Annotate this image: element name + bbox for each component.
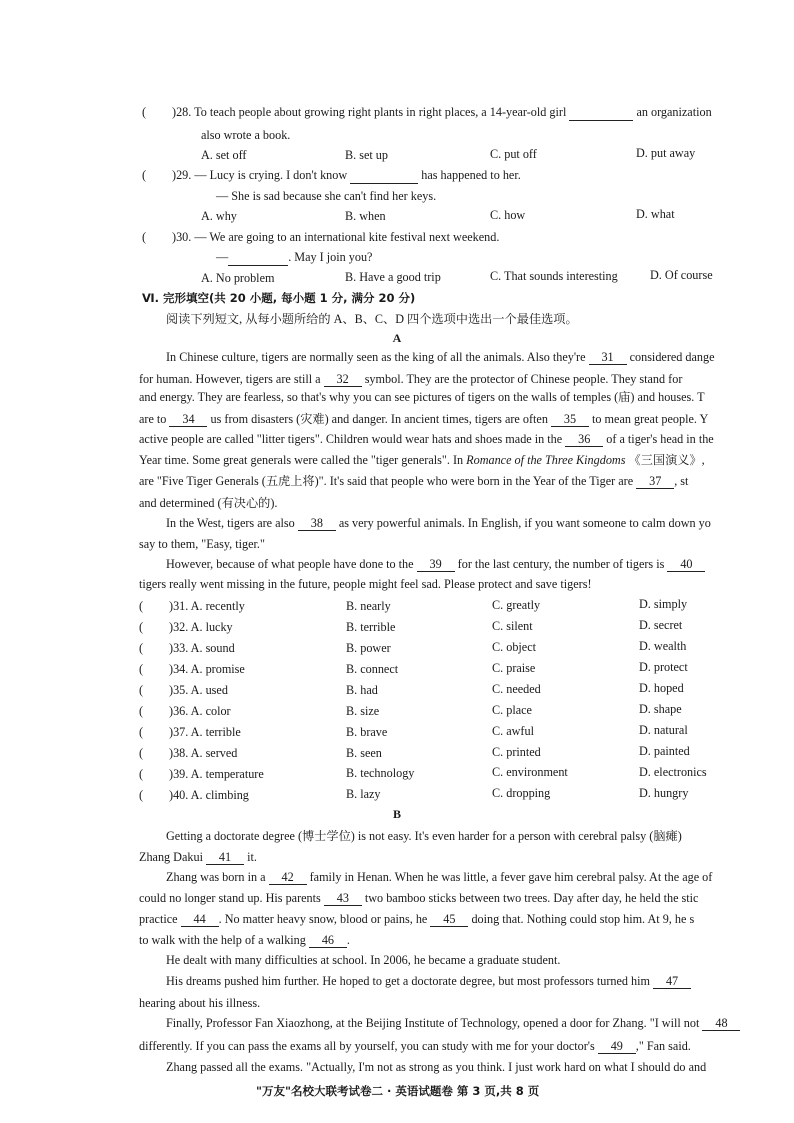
option-c[interactable]: C. awful xyxy=(492,724,534,738)
option-b[interactable]: B. brave xyxy=(346,725,388,739)
blank-49[interactable]: 49 xyxy=(598,1039,636,1054)
passage-b-line: Finally, Professor Fan Xiaozhong, at the Beijing Institute of Technology, opened a door for Zhang. "I will not 48 xyxy=(166,1015,740,1031)
passage-b-line: Zhang Dakui 41 it. xyxy=(139,850,257,864)
answer-paren[interactable]: ( xyxy=(139,683,144,697)
option-b[interactable]: B. lazy xyxy=(346,787,381,801)
passage-b-line: could no longer stand up. His parents 43 two bamboo sticks between two trees. Day after day, he held the stic xyxy=(139,891,699,905)
blank-38[interactable]: 38 xyxy=(298,516,336,531)
question-29-cont: — She is sad because she can't find her keys. xyxy=(216,189,437,203)
blank-36[interactable]: 36 xyxy=(565,432,603,447)
option-b[interactable]: B. had xyxy=(346,683,378,697)
option-d[interactable]: D. hungry xyxy=(639,786,689,800)
answer-paren[interactable]: ( xyxy=(139,704,144,718)
option-row-33: ( )33. A. sound xyxy=(139,641,235,655)
answer-paren[interactable]: ( xyxy=(139,725,144,739)
answer-paren[interactable]: ( xyxy=(142,230,147,244)
passage-a-line: tigers really went missing in the future, people might feel sad. Please protect and save tigers! xyxy=(139,577,592,591)
option-row-38: ( )38. A. served xyxy=(139,746,238,760)
answer-blank[interactable] xyxy=(569,104,633,121)
q30-opt-c[interactable]: C. That sounds interesting xyxy=(490,269,618,283)
blank-37[interactable]: 37 xyxy=(636,474,674,489)
option-c[interactable]: C. greatly xyxy=(492,598,541,612)
passage-b-label: B xyxy=(392,807,401,821)
option-c[interactable]: C. dropping xyxy=(492,786,551,800)
q29-opt-d[interactable]: D. what xyxy=(636,207,675,221)
passage-b-line: His dreams pushed him further. He hoped to get a doctorate degree, but most professors turned him 47 xyxy=(166,973,691,989)
option-b[interactable]: B. power xyxy=(346,641,391,655)
option-c[interactable]: C. praise xyxy=(492,661,536,675)
passage-b-line: to walk with the help of a walking 46 . xyxy=(139,933,350,947)
passage-a-line: Year time. Some great generals were called the "tiger generals". In Romance of the Three Kingdoms 《三国演义》, xyxy=(139,453,705,467)
blank-35[interactable]: 35 xyxy=(551,412,589,427)
option-b[interactable]: B. seen xyxy=(346,746,382,760)
option-d[interactable]: D. simply xyxy=(639,597,688,611)
option-d[interactable]: D. wealth xyxy=(639,639,687,653)
option-row-40: ( )40. A. climbing xyxy=(139,788,249,802)
option-d[interactable]: D. secret xyxy=(639,618,683,632)
blank-46[interactable]: 46 xyxy=(309,933,347,948)
option-row-37: ( )37. A. terrible xyxy=(139,725,241,739)
blank-47[interactable]: 47 xyxy=(653,974,691,989)
option-row-35: ( )35. A. used xyxy=(139,683,228,697)
option-row-34: ( )34. A. promise xyxy=(139,662,245,676)
answer-paren[interactable]: ( xyxy=(139,599,144,613)
option-row-31: ( )31. A. recently xyxy=(139,599,245,613)
answer-paren[interactable]: ( xyxy=(142,105,147,119)
option-c[interactable]: C. printed xyxy=(492,745,541,759)
blank-48[interactable]: 48 xyxy=(702,1016,740,1031)
option-c[interactable]: C. needed xyxy=(492,682,541,696)
answer-blank[interactable] xyxy=(228,249,288,266)
book-title: Romance of the Three Kingdoms xyxy=(466,453,626,467)
passage-a-line: are "Five Tiger Generals (五虎上将)". It's said that people who were born in the Year of the Tiger are 37 , st xyxy=(139,474,689,488)
option-c[interactable]: C. environment xyxy=(492,765,568,779)
section-title: Ⅵ. 完形填空(共 20 小题, 每小题 1 分, 满分 20 分) xyxy=(142,291,416,305)
passage-a-line: are to 34 us from disasters (灾难) and danger. In ancient times, tigers are often 35 to mean great people. Y xyxy=(139,412,709,426)
q28-opt-a[interactable]: A. set off xyxy=(201,148,247,162)
option-b[interactable]: B. nearly xyxy=(346,599,391,613)
option-c[interactable]: C. place xyxy=(492,703,532,717)
passage-a-line: In Chinese culture, tigers are normally seen as the king of all the animals. Also they're 31 considered dange xyxy=(166,350,715,364)
option-d[interactable]: D. electronics xyxy=(639,765,707,779)
q29-opt-a[interactable]: A. why xyxy=(201,209,237,223)
option-row-36: ( )36. A. color xyxy=(139,704,231,718)
section-instruction: 阅读下列短文, 从每小题所给的 A、B、C、D 四个选项中选出一个最佳选项。 xyxy=(166,312,578,326)
passage-a-line: However, because of what people have done to the 39 for the last century, the number of tigers is 40 xyxy=(166,556,705,572)
passage-a-line: active people are called "litter tigers". Children would wear hats and shoes made in the 36 of a tiger's head in the xyxy=(139,432,714,446)
q28-opt-b[interactable]: B. set up xyxy=(345,148,388,162)
passage-b-line: differently. If you can pass the exams all by yourself, you can study with me for your doctor's 49 ," Fan said. xyxy=(139,1039,691,1053)
q29-opt-b[interactable]: B. when xyxy=(345,209,386,223)
passage-b-line: practice 44 . No matter heavy snow, blood or pains, he 45 doing that. Nothing could stop him. At 9, he s xyxy=(139,912,695,926)
option-d[interactable]: D. shape xyxy=(639,702,682,716)
page-footer: "万友"名校大联考试卷二 · 英语试题卷 第 3 页,共 8 页 xyxy=(256,1084,540,1098)
passage-a-line: and determined (有决心的). xyxy=(139,496,278,510)
passage-a-label: A xyxy=(392,331,402,345)
passage-b-line: Zhang was born in a 42 family in Henan. When he was little, a fever gave him cerebral palsy. At the age of xyxy=(166,870,713,884)
q28-opt-c[interactable]: C. put off xyxy=(490,147,537,161)
answer-paren[interactable]: ( xyxy=(139,662,144,676)
option-c[interactable]: C. silent xyxy=(492,619,533,633)
q30-opt-b[interactable]: B. Have a good trip xyxy=(345,270,441,284)
question-29: ( )29. — Lucy is crying. I don't know has happened to her. xyxy=(142,168,521,182)
answer-paren[interactable]: ( xyxy=(139,620,144,634)
question-30-cont: — . May I join you? xyxy=(216,250,373,264)
option-b[interactable]: B. terrible xyxy=(346,620,396,634)
option-row-32: ( )32. A. lucky xyxy=(139,620,233,634)
blank-44[interactable]: 44 xyxy=(181,912,219,927)
passage-a-line: for human. However, tigers are still a 32 symbol. They are the protector of Chinese people. They stand for xyxy=(139,372,683,386)
blank-34[interactable]: 34 xyxy=(169,412,207,427)
answer-paren[interactable]: ( xyxy=(139,641,144,655)
option-d[interactable]: D. protect xyxy=(639,660,688,674)
option-row-39: ( )39. A. temperature xyxy=(139,767,264,781)
question-28-cont: also wrote a book. xyxy=(201,128,291,142)
passage-b-line: Zhang passed all the exams. "Actually, I'm not as strong as you think. I just work hard on what I should do and xyxy=(166,1060,707,1074)
blank-40[interactable]: 40 xyxy=(667,557,705,572)
passage-b-line: He dealt with many difficulties at school. In 2006, he became a graduate student. xyxy=(166,953,561,967)
option-b[interactable]: B. connect xyxy=(346,662,399,676)
blank-31[interactable]: 31 xyxy=(589,350,627,365)
question-28: ( )28. To teach people about growing right plants in right places, a 14-year-old girl an organization xyxy=(142,105,712,119)
blank-43[interactable]: 43 xyxy=(324,891,362,906)
q30-opt-d[interactable]: D. Of course xyxy=(650,268,713,282)
option-d[interactable]: D. natural xyxy=(639,723,688,737)
question-30: ( )30. — We are going to an international kite festival next weekend. xyxy=(142,230,500,244)
blank-39[interactable]: 39 xyxy=(417,557,455,572)
option-d[interactable]: D. painted xyxy=(639,744,690,758)
answer-paren[interactable]: ( xyxy=(142,168,147,182)
option-c[interactable]: C. object xyxy=(492,640,537,654)
passage-b-line: Getting a doctorate degree (博士学位) is not easy. It's even harder for a person with cerebral palsy (脑瘫) xyxy=(166,829,682,843)
passage-a-line: In the West, tigers are also 38 as very powerful animals. In English, if you want someone to calm down yo xyxy=(166,516,711,530)
option-b[interactable]: B. size xyxy=(346,704,380,718)
q30-opt-a[interactable]: A. No problem xyxy=(201,271,275,285)
q28-opt-d[interactable]: D. put away xyxy=(636,146,696,160)
passage-a-line: and energy. They are fearless, so that's why you can see pictures of tigers on the walls of temples (庙) and houses. T xyxy=(139,390,705,404)
blank-45[interactable]: 45 xyxy=(430,912,468,927)
passage-a-line: say to them, "Easy, tiger." xyxy=(139,537,265,551)
blank-41[interactable]: 41 xyxy=(206,850,244,865)
answer-paren[interactable]: ( xyxy=(139,767,144,781)
passage-b-line: hearing about his illness. xyxy=(139,996,261,1010)
option-b[interactable]: B. technology xyxy=(346,766,415,780)
blank-32[interactable]: 32 xyxy=(324,372,362,387)
blank-42[interactable]: 42 xyxy=(269,870,307,885)
q29-opt-c[interactable]: C. how xyxy=(490,208,526,222)
option-d[interactable]: D. hoped xyxy=(639,681,684,695)
answer-blank[interactable] xyxy=(350,167,418,184)
answer-paren[interactable]: ( xyxy=(139,788,144,802)
answer-paren[interactable]: ( xyxy=(139,746,144,760)
